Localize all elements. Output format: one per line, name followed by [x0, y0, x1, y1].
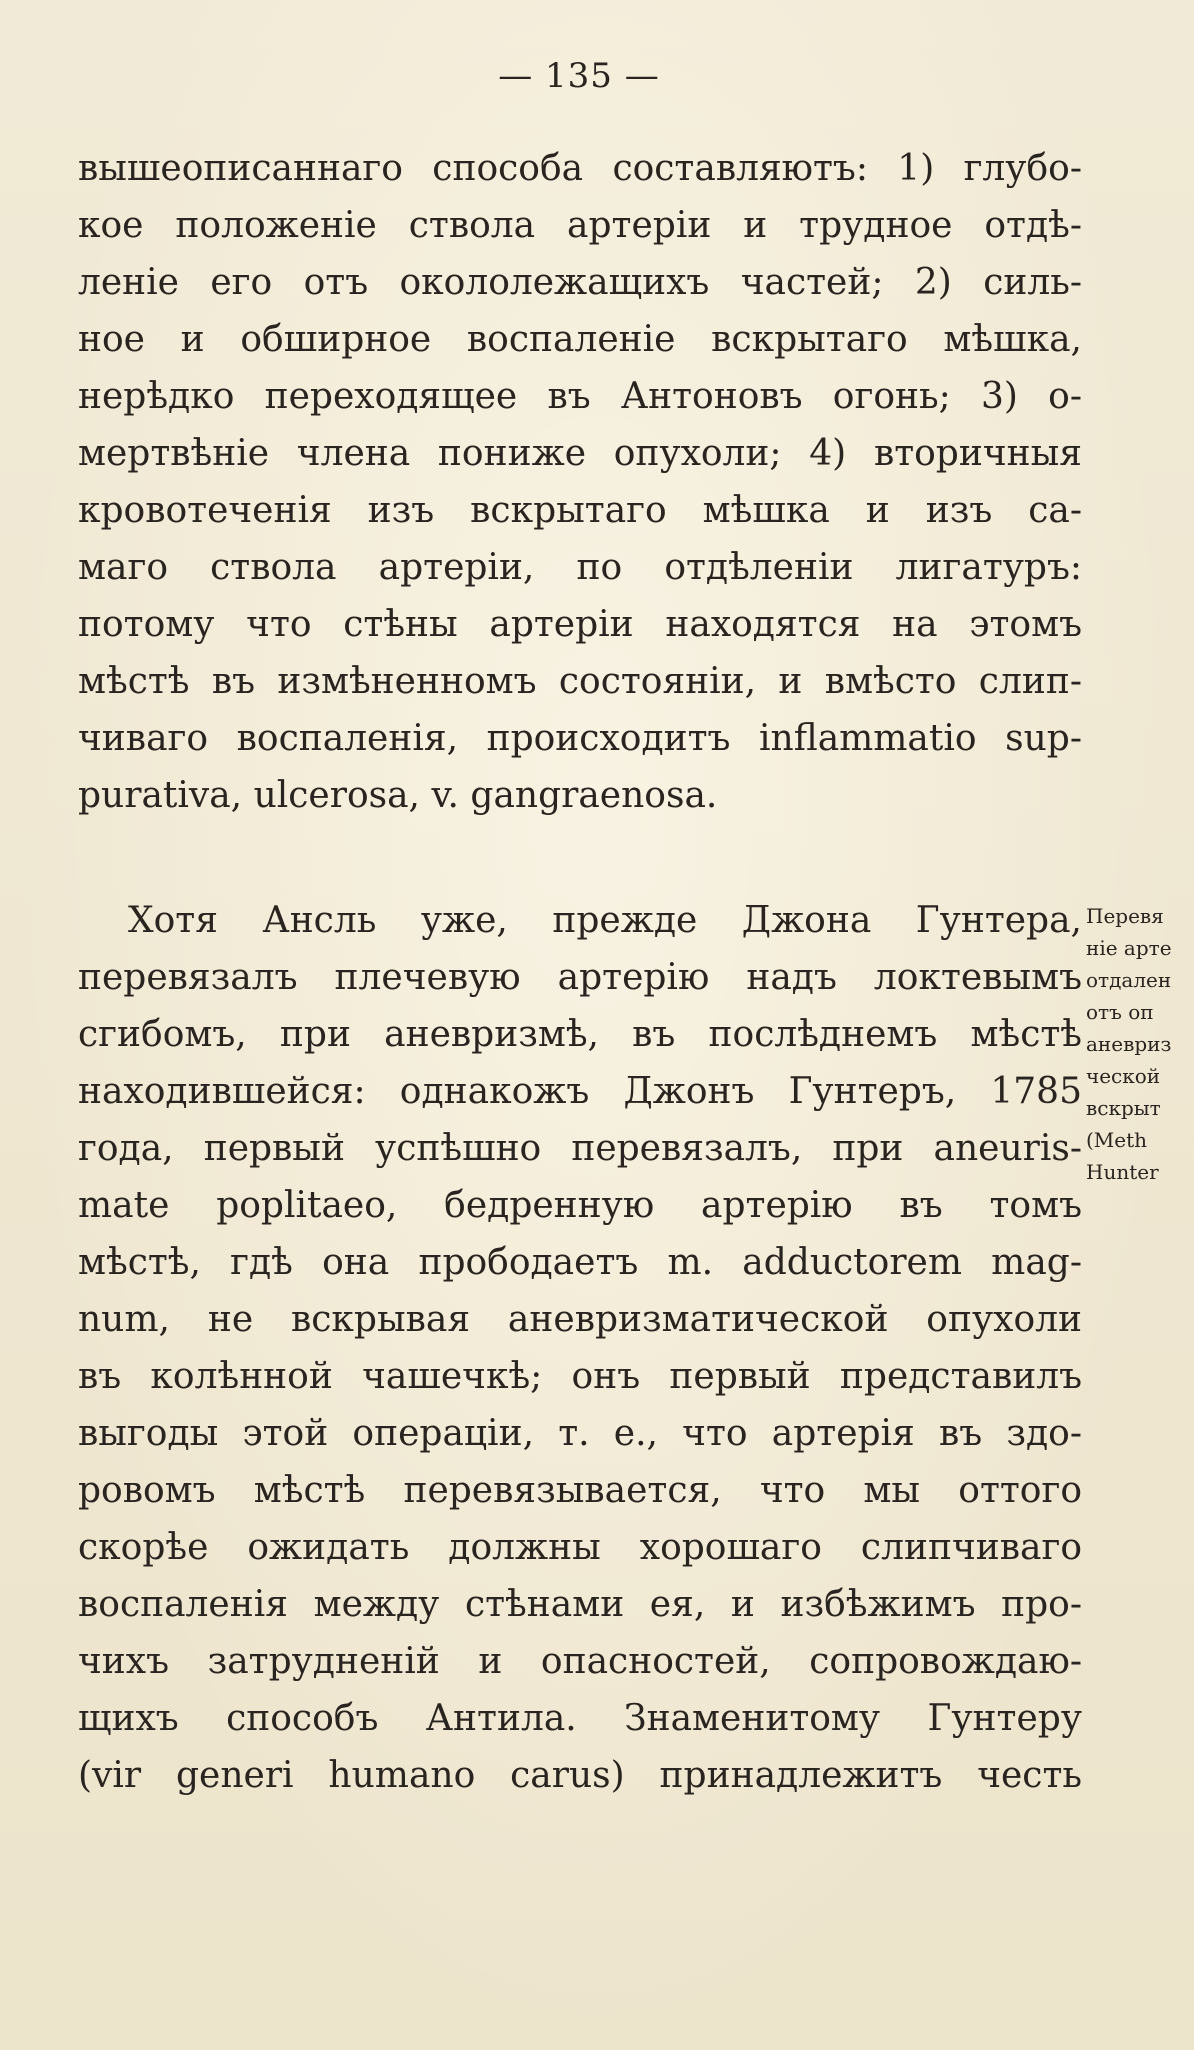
text-line: потому что стѣны артерiи находятся на этомъ — [78, 604, 1082, 645]
text-line: чиваго воспаленiя, происходитъ inflammatio sup- — [78, 718, 1082, 759]
text-line: чихъ затрудненiй и опасностей, сопровождаю- — [78, 1641, 1082, 1682]
text-line: num, не вскрывая аневризматической опухоли — [78, 1299, 1082, 1340]
text-line: въ колѣнной чашечкѣ; онъ первый представилъ — [78, 1356, 1082, 1397]
margin-note-line: Перевя — [1086, 904, 1164, 928]
text-line: сгибомъ, при аневризмѣ, въ послѣднемъ мѣстѣ — [78, 1014, 1082, 1055]
text-line: года, первый успѣшно перевязалъ, при aneuris- — [78, 1128, 1082, 1169]
margin-note-line: вскрыт — [1086, 1096, 1161, 1120]
text-line: мертвѣнie члена пониже опухоли; 4) вторичныя — [78, 433, 1082, 474]
margin-note-line: ческой — [1086, 1064, 1161, 1088]
text-line: находившейся: однакожъ Джонъ Гунтеръ, 1785 — [78, 1071, 1082, 1112]
paragraph-1 — [78, 140, 1082, 824]
margin-note-line: отъ оп — [1086, 1000, 1154, 1024]
text-line: кое положенie ствола артерiи и трудное отдѣ- — [78, 205, 1082, 246]
margin-note — [1086, 900, 1194, 1188]
page-number: — 135 — — [498, 56, 660, 96]
text-line: воспаленiя между стѣнами ея, и избѣжимъ про- — [78, 1584, 1082, 1625]
text-line: мѣстѣ, гдѣ она прободаетъ m. adductorem mag- — [78, 1242, 1082, 1283]
margin-note-line: (Meth — [1086, 1128, 1148, 1152]
text-line: мѣстѣ въ измѣненномъ состоянiи, и вмѣсто слип- — [78, 661, 1082, 702]
text-line: (vir generi humano carus) принадлежитъ честь — [78, 1755, 1082, 1796]
margin-note-line: Hunter — [1086, 1160, 1159, 1184]
text-line: выгоды этой операцiи, т. е., что артерiя въ здо- — [78, 1413, 1082, 1454]
text-line: Хотя Ансль уже, прежде Джона Гунтера, — [128, 900, 1082, 941]
text-line: щихъ способъ Антила. Знаменитому Гунтеру — [78, 1698, 1082, 1739]
paragraph-2 — [78, 892, 1082, 1804]
text-line: mate poplitaeo, бедренную артерiю въ томъ — [78, 1185, 1082, 1226]
text-line: ровомъ мѣстѣ перевязывается, что мы оттого — [78, 1470, 1082, 1511]
margin-note-line: аневриз — [1086, 1032, 1172, 1056]
margin-note-line: нie арте — [1086, 936, 1172, 960]
text-line: ное и обширное воспаленie вскрытаго мѣшка, — [78, 319, 1082, 360]
text-line: нерѣдко переходящее въ Антоновъ огонь; 3) о- — [78, 376, 1082, 417]
text-line: вышеописаннаго способа составляютъ: 1) глубо- — [78, 148, 1082, 189]
text-line: маго ствола артерiи, по отдѣленiи лигатуръ: — [78, 547, 1082, 588]
text-line: кровотеченiя изъ вскрытаго мѣшка и изъ са- — [78, 490, 1082, 531]
text-line: перевязалъ плечевую артерiю надъ локтевымъ — [78, 957, 1082, 998]
text-line: purativa, ulcerosa, v. gangraenosa. — [78, 775, 718, 816]
text-line: скорѣе ожидать должны хорошаго слипчиваго — [78, 1527, 1082, 1568]
text-line: ленie его отъ окололежащихъ частей; 2) силь- — [78, 262, 1082, 303]
margin-note-line: отдален — [1086, 968, 1172, 992]
